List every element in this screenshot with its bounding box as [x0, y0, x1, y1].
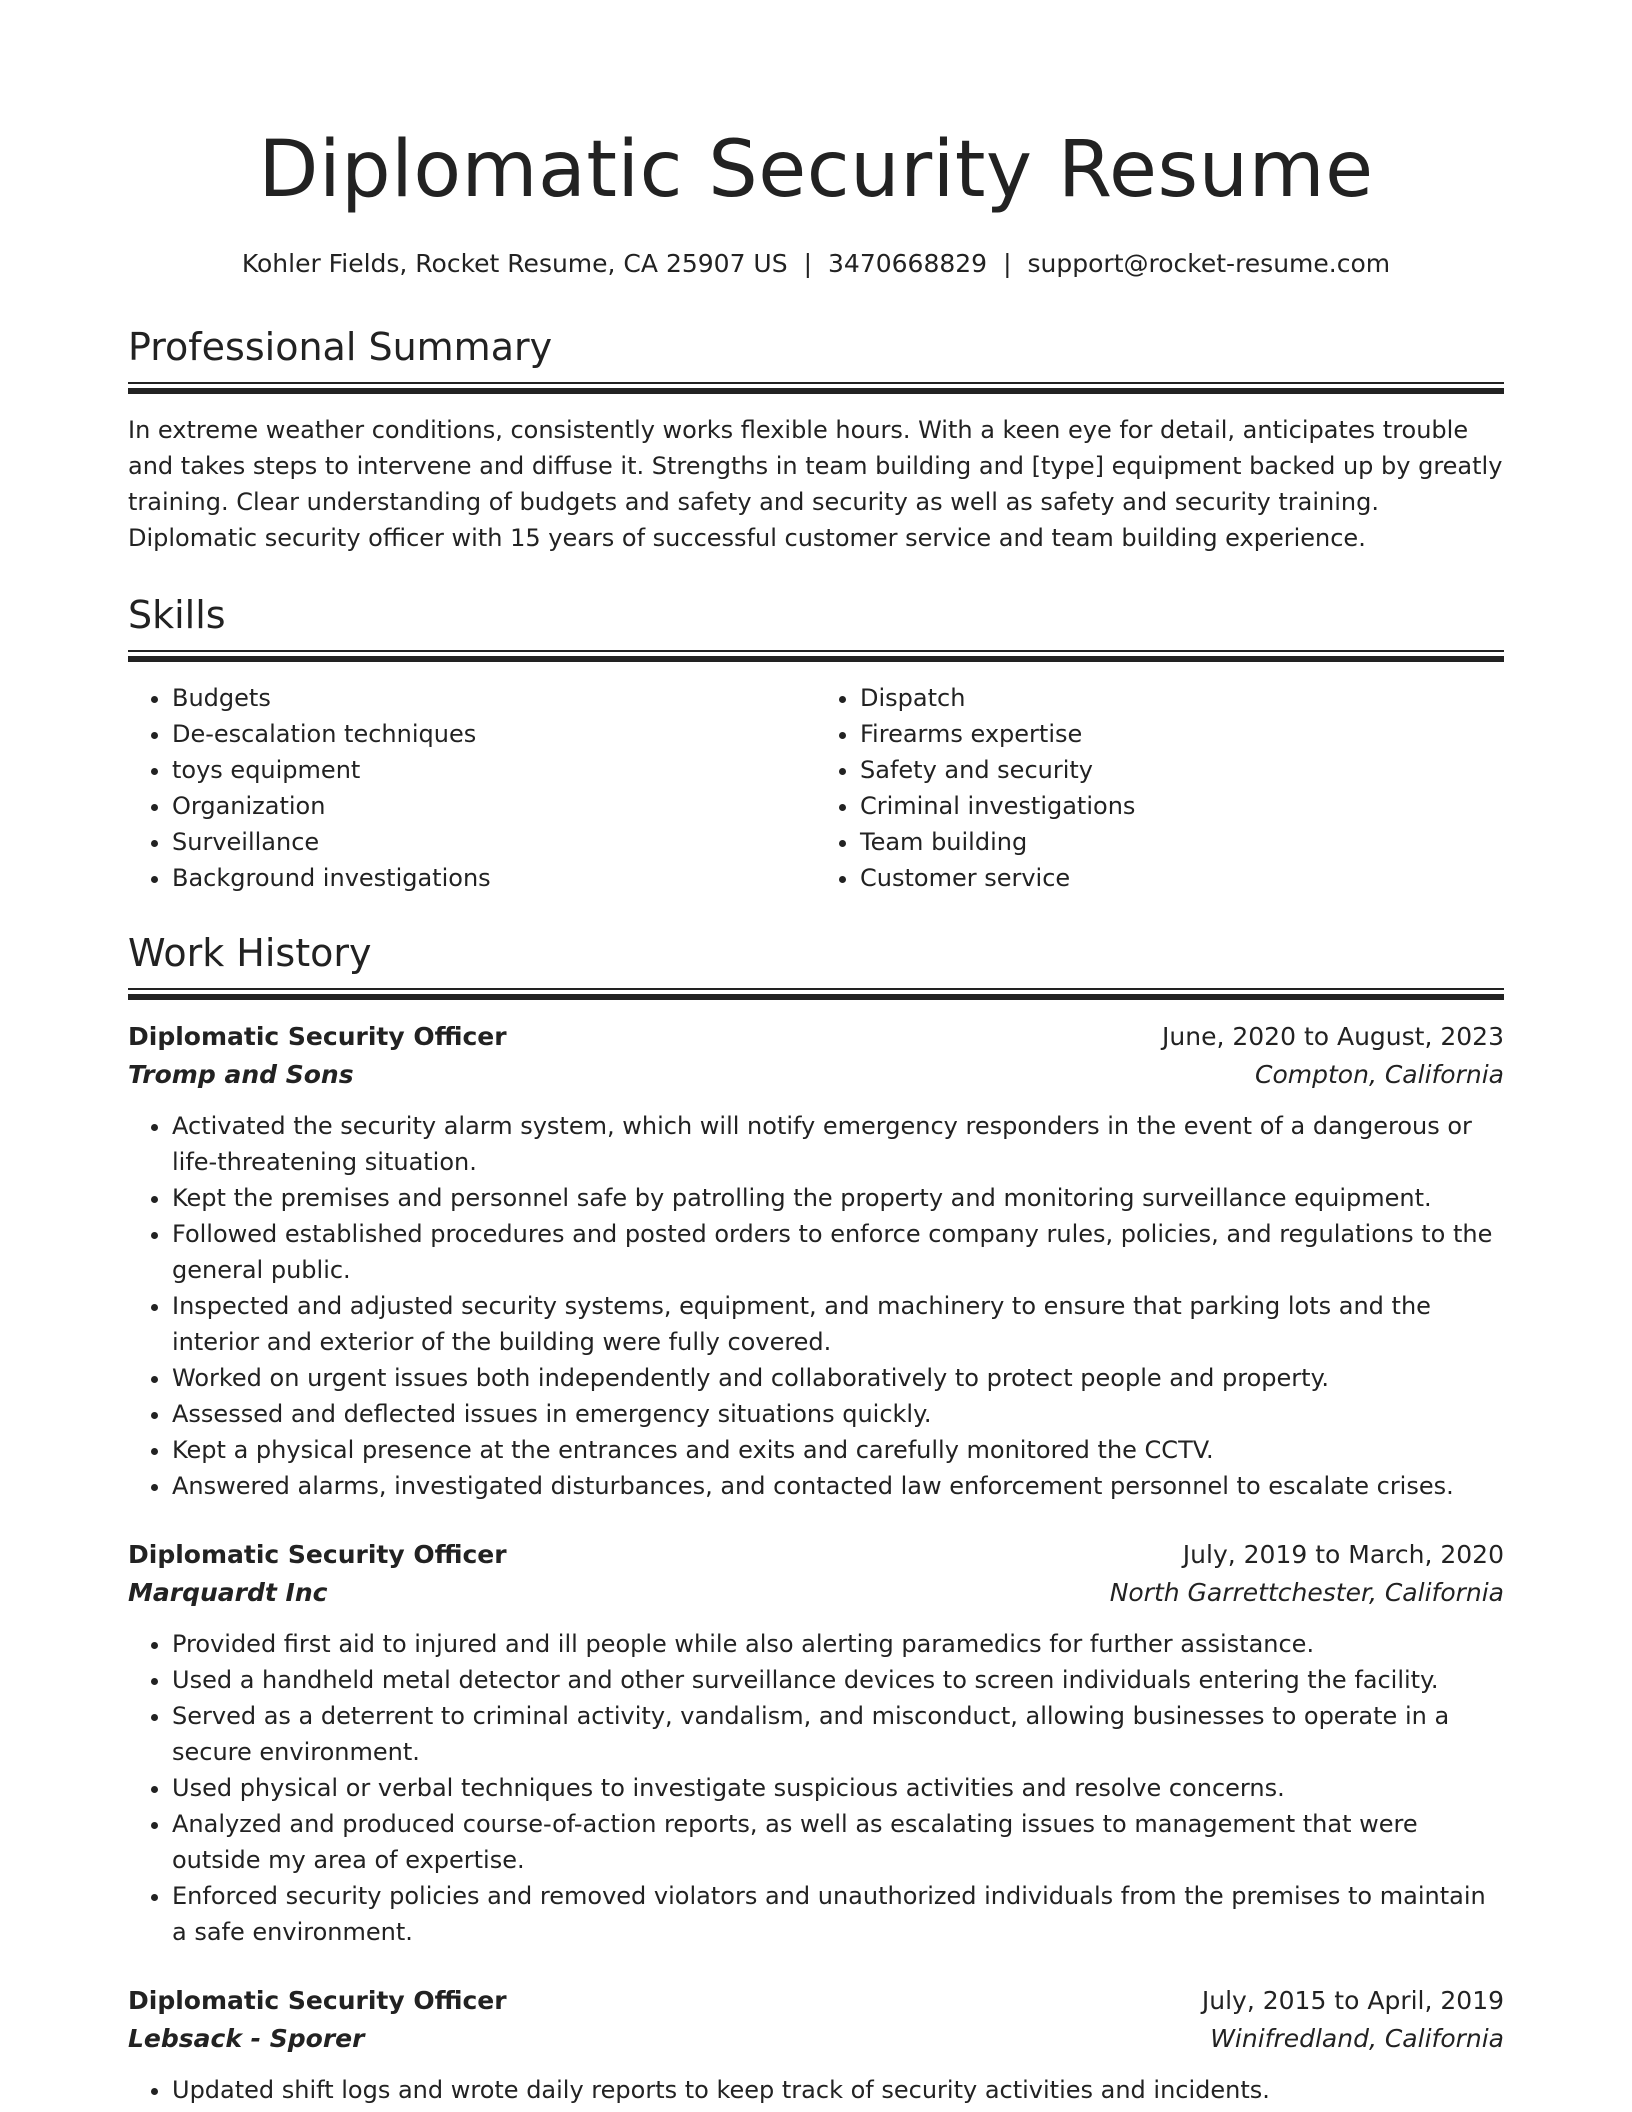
- job-header: [128, 1982, 1504, 2020]
- job-title: Diplomatic Security Officer: [128, 1986, 507, 2015]
- contact-separator: |: [803, 249, 813, 278]
- job-bullet: • Provided first aid to injured and ill people while also alerting paramedics for further assistance.: [172, 1626, 1504, 1662]
- skills-columns: [128, 680, 1504, 896]
- job-dates: July, 2019 to March, 2020: [1182, 1540, 1504, 1569]
- job-bullet: • Assessed and deflected issues in emergency situations quickly.: [172, 1396, 1504, 1432]
- section-divider: [128, 650, 1504, 662]
- contact-phone: 3470668829: [828, 249, 988, 278]
- summary-section: [128, 322, 1504, 556]
- skill-item: • Dispatch: [860, 680, 1504, 716]
- skill-item: • Criminal investigations: [860, 788, 1504, 824]
- skill-item: • toys equipment: [172, 752, 816, 788]
- skill-item: • Budgets: [172, 680, 816, 716]
- contact-line: [128, 246, 1504, 282]
- job-bullets: [128, 1108, 1504, 1504]
- job-subheader: [128, 1056, 1504, 1094]
- skills-list-right: [816, 680, 1504, 896]
- job-bullet: • Answered alarms, investigated disturbances, and contacted law enforcement personnel to escalate crises.: [172, 1468, 1504, 1504]
- contact-separator: |: [1003, 249, 1012, 278]
- job-bullet: • Kept the premises and personnel safe by patrolling the property and monitoring surveillance equipment.: [172, 1180, 1504, 1216]
- job-location: North Garrettchester, California: [1109, 1578, 1504, 1607]
- job-bullet: • Inspected and adjusted security systems, equipment, and machinery to ensure that parking lots and the interior and exterior of the building were fully covered.: [172, 1288, 1504, 1360]
- job-entry: [128, 1536, 1504, 1950]
- summary-text: In extreme weather conditions, consistently works flexible hours. With a keen eye for detail, anticipates trouble and takes steps to intervene and diffuse it. Strengths in team building and [type] equipment backed up by greatly training. Clear understanding of budgets and safety and security as well as safety and security training. Diplomatic security officer with 15 years of successful customer service and team building experience.: [128, 416, 1503, 552]
- skill-item: • Firearms expertise: [860, 716, 1504, 752]
- job-company: Tromp and Sons: [128, 1060, 354, 1089]
- job-bullet: • Served as a deterrent to criminal activity, vandalism, and misconduct, allowing businesses to operate in a secure environment.: [172, 1698, 1504, 1770]
- job-bullet: • Followed established procedures and posted orders to enforce company rules, policies, and regulations to the general public.: [172, 1216, 1504, 1288]
- skill-item: • Team building: [860, 824, 1504, 860]
- skill-item: • De-escalation techniques: [172, 716, 816, 752]
- job-header: [128, 1018, 1504, 1056]
- skills-section: [128, 590, 1504, 896]
- job-company: Marquardt Inc: [128, 1578, 328, 1607]
- summary-heading: Professional Summary: [128, 325, 553, 369]
- job-bullet: • Kept a physical presence at the entrances and exits and carefully monitored the CCTV.: [172, 1432, 1504, 1468]
- job-bullet: • Enforced security policies and removed violators and unauthorized individuals from the premises to maintain a safe environment.: [172, 1878, 1504, 1950]
- job-entry: [128, 1018, 1504, 1504]
- job-title: Diplomatic Security Officer: [128, 1540, 507, 1569]
- job-bullet: • Updated shift logs and wrote daily reports to keep track of security activities and incidents.: [172, 2072, 1504, 2108]
- job-bullet: • Used physical or verbal techniques to investigate suspicious activities and resolve concerns.: [172, 1770, 1504, 1806]
- job-title: Diplomatic Security Officer: [128, 1022, 507, 1051]
- skill-item: • Surveillance: [172, 824, 816, 860]
- job-company: Lebsack - Sporer: [128, 2024, 365, 2053]
- job-bullet: • Analyzed and produced course-of-action reports, as well as escalating issues to management that were outside my area of expertise.: [172, 1806, 1504, 1878]
- skills-list-left: [128, 680, 816, 896]
- skill-item: • Customer service: [860, 860, 1504, 896]
- job-bullets: [128, 2072, 1504, 2108]
- section-divider: [128, 382, 1504, 394]
- job-dates: July, 2015 to April, 2019: [1201, 1986, 1504, 2015]
- job-header: [128, 1536, 1504, 1574]
- job-subheader: [128, 1574, 1504, 1612]
- contact-address: Kohler Fields, Rocket Resume, CA 25907 US: [241, 249, 788, 278]
- skill-item: • Organization: [172, 788, 816, 824]
- skills-heading: Skills: [128, 593, 226, 637]
- skill-item: • Safety and security: [860, 752, 1504, 788]
- job-bullet: • Used a handheld metal detector and other surveillance devices to screen individuals entering the facility.: [172, 1662, 1504, 1698]
- job-bullet: • Activated the security alarm system, which will notify emergency responders in the event of a dangerous or life-threatening situation.: [172, 1108, 1504, 1180]
- resume-title: Diplomatic Security Resume: [258, 125, 1374, 215]
- work-history-section: [128, 928, 1504, 2108]
- skill-item: • Background investigations: [172, 860, 816, 896]
- contact-email: support@rocket-resume.com: [1027, 249, 1391, 278]
- work-history-heading: Work History: [128, 931, 372, 975]
- job-entry: [128, 1982, 1504, 2108]
- job-bullet: • Worked on urgent issues both independently and collaboratively to protect people and property.: [172, 1360, 1504, 1396]
- job-subheader: [128, 2020, 1504, 2058]
- job-dates: June, 2020 to August, 2023: [1162, 1022, 1504, 1051]
- job-location: Compton, California: [1255, 1060, 1504, 1089]
- job-location: Winifredland, California: [1210, 2024, 1504, 2053]
- job-bullets: [128, 1626, 1504, 1950]
- section-divider: [128, 988, 1504, 1000]
